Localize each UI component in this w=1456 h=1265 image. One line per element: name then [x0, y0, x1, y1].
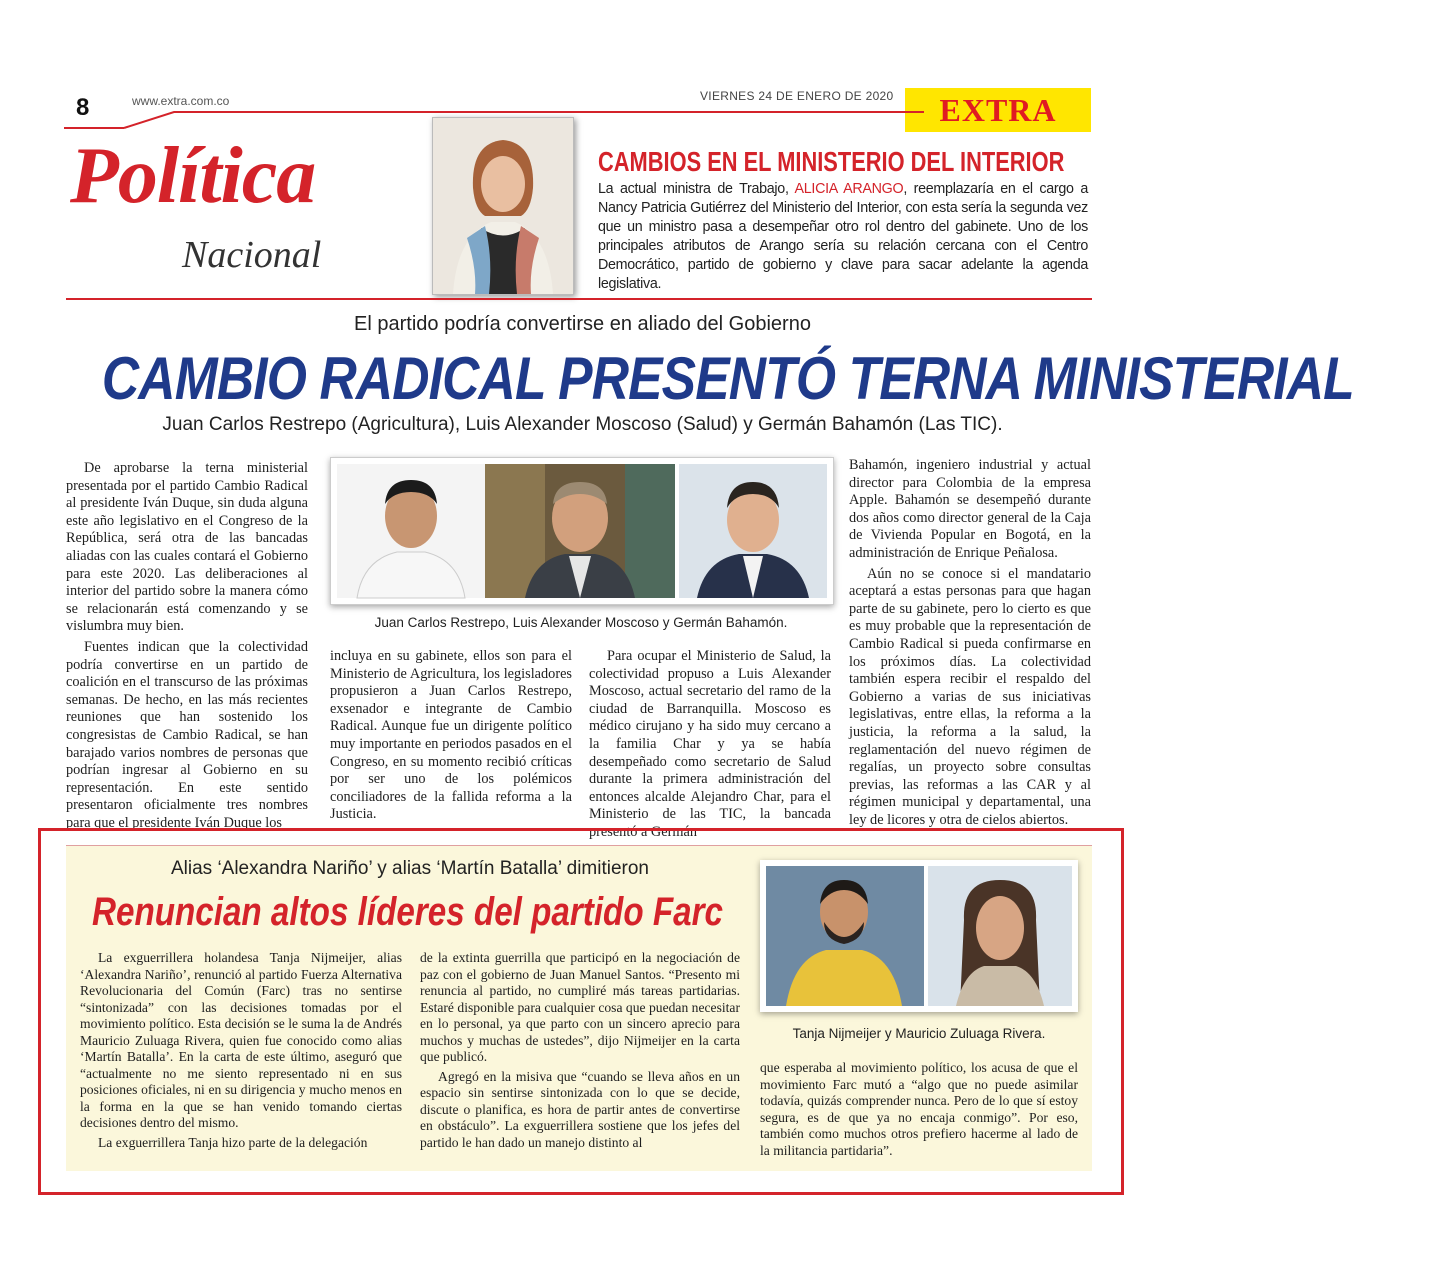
photo-caption: Juan Carlos Restrepo, Luis Alexander Moscoso y Germán Bahamón. [374, 615, 788, 630]
paragraph: que esperaba al movimiento político, los acusa de que el movimiento Farc mutó a “algo que no puede asimilar todavía, quizás comprender nunca. Pero de lo que sí estoy segura, es de que ya no encaja conmigo”. Por eso, también como muchos otros prefiero hacerme al lado de la militancia partidaria”. [760, 1060, 1078, 1158]
farc-kicker: Alias ‘Alexandra Nariño’ y alias ‘Martín Batalla’ dimitieron [170, 858, 649, 879]
brief-highlight-name: ALICIA ARANGO [794, 181, 904, 197]
nominee-photo-moscoso [485, 464, 675, 598]
main-column-2 [330, 648, 572, 824]
farc-leaders-photo [760, 860, 1078, 1012]
main-column-1 [66, 460, 308, 832]
main-column-4 [849, 457, 1091, 829]
cabinet-nominees-photo [330, 457, 834, 605]
farc-column-2 [420, 950, 740, 1151]
main-column-3 [589, 648, 831, 842]
farc-headline: Renuncian altos líderes del partido Farc [92, 890, 723, 934]
main-kicker: El partido podría convertirse en aliado del Gobierno [354, 313, 811, 335]
section-subtitle: Nacional [182, 234, 322, 276]
paragraph: Bahamón, ingeniero industrial y actual director para Colombia de la empresa Apple. Bahamón se desempeñó durante dos años como director general de la Caja de Vivienda Popular en Bogotá, en la administración de Enrique Peñalosa. [849, 457, 1091, 561]
main-subhead: Juan Carlos Restrepo (Agricultura), Luis Alexander Moscoso (Salud) y Germán Bahamón (Las TIC). [162, 414, 1003, 435]
main-headline: CAMBIO RADICAL PRESENTÓ TERNA MINISTERIAL [101, 345, 1354, 412]
nominee-photo-bahamon [679, 464, 827, 598]
paragraph: incluya en su gabinete, ellos son para el Ministerio de Agricultura, los legisladores propusieron a Juan Carlos Restrepo, exsenador e integrante de Cambio Radical. Aunque fue un dirigente político muy importante en periodos pasados en el Congreso, en su momento recibió críticas por ser uno de los polémicos conciliadores de la fallida reforma a la Justicia. [330, 648, 572, 823]
paragraph: La exguerrillera holandesa Tanja Nijmeijer, alias ‘Alexandra Nariño’, renunció al partido Fuerza Alternativa Revolucionaria del Común (Farc) tras no sentirse “sintonizada” con las decisiones tomadas por el movimiento político. Esta decisión se le suma la de Andrés Mauricio Zuluaga Rivera, quien fue conocido como alias ‘Martín Batalla’. En la carta de este último, aseguró que “actualmente no me siento representado ni en sus posiciones oficiales, ni en su dirigencia y mucho menos en la forma en la que se han venido tomando ciertas decisiones dentro del mismo. [80, 950, 402, 1130]
nominee-photo-restrepo [337, 464, 485, 598]
brief-title: CAMBIOS EN EL MINISTERIO DEL INTERIOR [598, 146, 1065, 177]
farc-photo-caption: Tanja Nijmeijer y Mauricio Zuluaga Rivera. [792, 1026, 1046, 1041]
issue-date: VIERNES 24 DE ENERO DE 2020 [700, 89, 894, 103]
section-divider [66, 298, 1092, 300]
paragraph: Fuentes indican que la colectividad podría convertirse en un partido de coalición en el transcurso de las próximas semanas. De hecho, en las más recientes reuniones que han sostenido los congresistas de Cambio Radical, se han barajado varios nombres de personas que podrían ingresar al Gobierno en su representación. En este sentido presentaron oficialmente tres nombres para que el presidente Iván Duque los [66, 638, 308, 831]
box-top-rule [66, 845, 1092, 846]
farc-column-3 [760, 1060, 1078, 1159]
paragraph: Aún no se conoce si el mandatario aceptará a estas personas para que hagan parte de su gabinete, pero lo cierto es que es muy probable que la representación de Cambio Radical si pueda confirmarse en los próximos días. La colectividad también espera recibir el respaldo del Gobierno a varias de sus iniciativas legislativas, entre ellas, la reforma a la justicia, la reforma a la salud, la reglamentación del nuevo régimen de regalías, un proyecto sobre consultas previas, las reformas a las CAR y al régimen municipal y departamental, una ley de licores y otra de cielos abiertos. [849, 565, 1091, 828]
paragraph: Agregó en la misiva que “cuando se lleva años en un espacio sin sentirse sintonizada con lo que se decide, discute o planifica, es hora de partir antes de convertirse en obstáculo”. La exguerrillera sostiene que los jefes del partido le han dado un manejo distinto al [420, 1068, 740, 1150]
farc-column-1 [80, 950, 402, 1151]
paragraph: De aprobarse la terna ministerial presentada por el partido Cambio Radical al presidente Iván Duque, sin duda alguna este año legislativo en el Congreso de la República, será otra de las bancadas aliadas con las cuales contará el Gobierno para este 2020. Las deliberaciones al interior del partido sobre la manera cómo se relacionarán está comenzando y se vislumbra muy bien. [66, 460, 308, 635]
paragraph: Para ocupar el Ministerio de Salud, la colectividad propuso a Luis Alexander Moscoso, actual secretario del ramo de la ciudad de Barranquilla. Moscoso es médico cirujano y ha sido muy cercano a la familia Char y ya se había desempeñado como secretario de Salud durante la primera administración del entonces alcalde Alejandro Char, para el Ministerio de las TIC, la bancada presentó a Germán [589, 648, 831, 840]
page-number: 8 [76, 94, 90, 121]
paragraph: de la extinta guerrilla que participó en la negociación de paz con el gobierno de Juan Manuel Santos. “Presento mi renuncia al partido, no cumpliré más tareas partidarias. Estaré disponible para cualquier cosa que puedan necesitar en lo personal, ya que parto con un sincero aprecio para muchos y muchas de ustedes”, dijo Nijmeijer en la carta que publicó. [420, 950, 740, 1064]
website-url[interactable]: www.extra.com.co [132, 94, 230, 108]
logo-text: EXTRA [939, 92, 1057, 128]
section-title: Política [70, 132, 316, 220]
brief-text: La actual ministra de Trabajo, ALICIA ARANGO, reemplazaría en el cargo a Nancy Patricia Gutiérrez del Ministerio del Interior, con esta sería la segunda vez que un ministro pasa a desempeñar otro rol dentro del gabinete. Uno de los principales atributos de Arango sería su relación cercana con el Centro Democrático, partido de gobierno y clave para sacar adelante la agenda legislativa. [598, 181, 1089, 292]
paragraph: La exguerrillera Tanja hizo parte de la delegación [98, 1134, 368, 1150]
extra-logo [905, 88, 1091, 132]
minister-photo [432, 117, 574, 295]
